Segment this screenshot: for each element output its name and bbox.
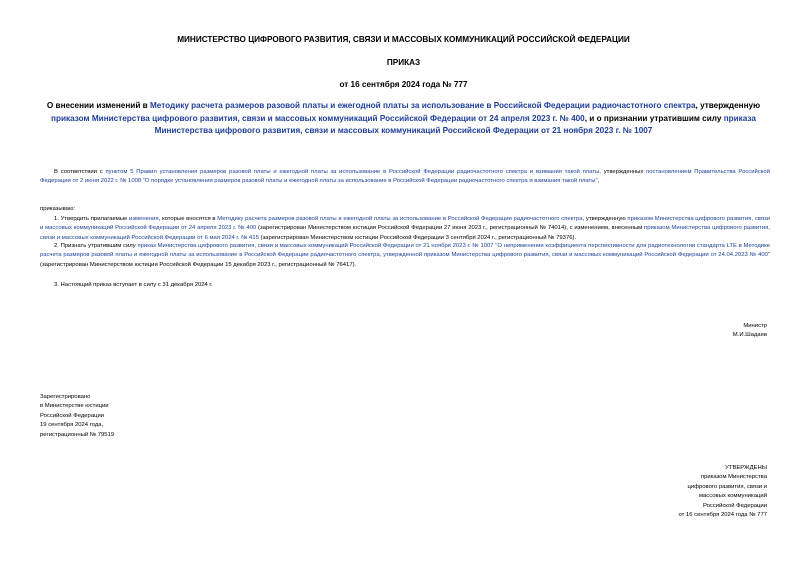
registration-line: 19 сентября 2024 года, bbox=[40, 422, 104, 429]
item-1-text: (зарегистрирован Министерством юстиции Российской Федерации 3 сентября 2024 г., регистрационный № 79376). bbox=[258, 234, 577, 241]
signatory-name: М.И.Шадаев bbox=[732, 332, 767, 339]
title-link-methodology[interactable]: Методику расчета размеров разовой платы и ежегодной платы за использование в Российской Федерации радиочастотного спектра bbox=[149, 101, 696, 110]
approval-line: массовых коммуникаций bbox=[698, 493, 767, 500]
preamble-text: В соответствии с bbox=[54, 169, 106, 175]
item-1-link-methodology[interactable]: Методику расчета размеров разовой платы и ежегодной платы за использование в Российской Федерации радиочастотного спектра bbox=[217, 216, 583, 222]
signature-block bbox=[733, 322, 767, 341]
preamble-link-resolution[interactable]: постановлением Правительства Российской Федерации от 2 июня 2022 г. № 1008 "О порядке установления размеров разовой платы и ежегодной платы за использование в Российской Федерации радиочастотного спектра и взимания такой платы" bbox=[40, 169, 770, 185]
document-type-heading: ПРИКАЗ bbox=[386, 58, 421, 67]
title-link-order-1007[interactable]: приказа Министерства цифрового развития, связи и массовых коммуникаций Российской Федерации от 21 ноября 2023 г. № 1007 bbox=[154, 113, 756, 135]
approval-block bbox=[679, 464, 767, 520]
preamble-paragraph bbox=[40, 168, 770, 187]
registration-line: регистрационный № 79519 bbox=[40, 431, 115, 438]
approval-line: от 16 сентября 2024 года № 777 bbox=[678, 512, 767, 519]
document-title bbox=[40, 100, 767, 138]
title-text: , утвержденную bbox=[695, 101, 761, 110]
approval-line: УТВЕРЖДЕНЫ bbox=[725, 465, 767, 471]
signatory-position: Министр bbox=[743, 323, 767, 329]
registration-line: Российской Федерации bbox=[40, 412, 105, 419]
ministry-heading: МИНИСТЕРСТВО ЦИФРОВОГО РАЗВИТИЯ, СВЯЗИ И МАССОВЫХ КОММУНИКАЦИЙ РОССИЙСКОЙ ФЕДЕРАЦИИ bbox=[177, 35, 630, 44]
item-1-text: , утвержденную bbox=[582, 216, 628, 222]
item-2-link-order-1007[interactable]: приказ Министерства цифрового развития, связи и массовых коммуникаций Российской Федерации от 21 ноября 2023 г. № 1007 "О неприменении коэффициента перспективности для радиотехнологии стандарта LTE в Методике расчета размеров разовой платы и ежегодной платы за использование в Российской Федерации радиочастотного спектра, утвержденной приказом Министерства цифрового развития, связи и массовых коммуникаций Российской Федерации от 24.04.2023 № 400" bbox=[40, 243, 770, 259]
item-2-paragraph bbox=[40, 242, 770, 270]
approval-line: Российской Федерации bbox=[702, 502, 767, 509]
preamble-text: , утвержденных bbox=[599, 169, 647, 175]
registration-line: в Министерстве юстиции bbox=[40, 403, 109, 410]
title-link-order-400[interactable]: приказом Министерства цифрового развития, связи и массовых коммуникаций Российской Федерации от 24 апреля 2023 г. № 400 bbox=[51, 113, 585, 123]
item-1-text: , которые вносятся в bbox=[158, 216, 218, 222]
preamble-text: , bbox=[597, 178, 600, 185]
item-1-text: (зарегистрирован Министерством юстиции Российской Федерации 27 июня 2023 г., регистрационный № 74014), с изменением, внесенным bbox=[256, 225, 644, 232]
title-text: , и о признании утратившим силу bbox=[584, 113, 724, 123]
item-1-text: 1. Утвердить прилагаемые bbox=[54, 216, 130, 222]
item-1-link-changes[interactable]: изменения bbox=[129, 216, 159, 222]
document-date-number: от 16 сентября 2024 года № 777 bbox=[339, 80, 468, 89]
approval-line: приказом Министерства bbox=[700, 474, 767, 481]
item-1-paragraph bbox=[40, 215, 770, 243]
title-text: О внесении изменений в bbox=[46, 101, 150, 110]
item-2-text: (зарегистрирован Министерством юстиции Российской Федерации 15 декабря 2023 г., регистрационный № 76417). bbox=[40, 261, 357, 268]
item-2-text: 2. Признать утратившим силу bbox=[54, 243, 138, 249]
order-word: приказываю: bbox=[40, 206, 76, 212]
item-3-paragraph: 3. Настоящий приказ вступает в силу с 31 декабря 2024 г. bbox=[54, 282, 213, 288]
item-1-link-order-415[interactable]: приказом Министерства цифрового развития, связи и массовых коммуникаций Российской Федерации от 6 мая 2024 г. № 415 bbox=[40, 225, 771, 241]
registration-line: Зарегистрировано bbox=[40, 394, 91, 400]
item-1-link-order-400[interactable]: приказом Министерства цифрового развития, связи и массовых коммуникаций Российской Федерации от 24 апреля 2023 г. № 400 bbox=[40, 216, 771, 232]
approval-line: цифрового развития, связи и bbox=[687, 483, 767, 490]
registration-block bbox=[40, 393, 114, 440]
preamble-link-rules[interactable]: пунктом 5 Правил установления размеров разовой платы и ежегодной платы за использование в Российской Федерации радиочастотного спектра и взимания такой платы bbox=[105, 169, 600, 175]
